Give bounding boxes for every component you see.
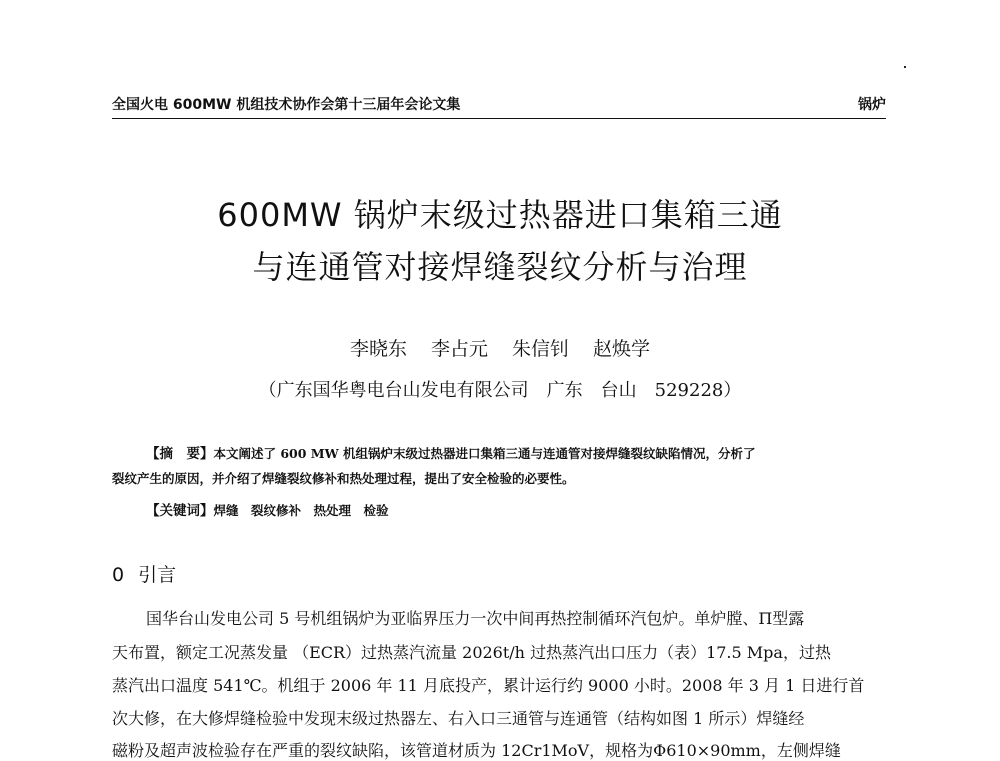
paper-title-line-2: 与连通管对接焊缝裂纹分析与治理 bbox=[252, 248, 748, 286]
abstract-line-1 bbox=[112, 443, 888, 465]
keywords-text: 焊缝 裂纹修补 热处理 检验 bbox=[213, 503, 389, 518]
paper-title-line-1: 600MW 锅炉末级过热器进口集箱三通 bbox=[217, 196, 783, 234]
body-line-1: 国华台山发电公司 5 号机组锅炉为亚临界压力一次中间再热控制循环汽包炉。单炉膛、Π型露 bbox=[146, 609, 805, 628]
header-proceedings-title: 全国火电 600MW 机组技术协作会第十三届年会论文集 bbox=[112, 97, 461, 113]
running-header bbox=[112, 96, 886, 119]
header-section-label: 锅炉 bbox=[858, 97, 886, 113]
author-list: 李晓东 李占元 朱信钊 赵焕学 bbox=[349, 338, 651, 360]
affiliation: （广东国华粤电台山发电有限公司 广东 台山 529228） bbox=[258, 380, 742, 401]
keywords-line bbox=[112, 500, 922, 522]
keywords-tag: 【关键词】 bbox=[146, 503, 214, 519]
body-line-3: 蒸汽出口温度 541℃。机组于 2006 年 11 月底投产，累计运行约 9000 小时。2008 年 3 月 1 日进行首 bbox=[112, 676, 865, 695]
abstract-line-2: 裂纹产生的原因，并介绍了焊缝裂纹修补和热处理过程，提出了安全检验的必要性。 bbox=[112, 471, 575, 486]
abstract-text-1: 本文阐述了 600 MW 机组锅炉末级过热器进口集箱三通与连通管对接焊缝裂纹缺陷情况，分析了 bbox=[213, 446, 756, 461]
body-line-4: 次大修，在大修焊缝检验中发现末级过热器左、右入口三通管与连通管（结构如图 1 所示）焊缝经 bbox=[112, 709, 805, 728]
body-line-5: 磁粉及超声波检验存在严重的裂纹缺陷，该管道材质为 12Cr1MoV，规格为Φ610×90mm，左侧焊缝 bbox=[112, 741, 841, 760]
section-title: 引言 bbox=[138, 564, 177, 586]
section-heading bbox=[112, 560, 176, 587]
section-number: 0 bbox=[112, 564, 125, 586]
abstract-tag: 【摘 要】 bbox=[146, 446, 214, 462]
scan-speck bbox=[904, 66, 906, 68]
body-line-2: 天布置，额定工况蒸发量 （ECR）过热蒸汽流量 2026t/h 过热蒸汽出口压力（表）17.5 Mpa，过热 bbox=[112, 643, 831, 662]
